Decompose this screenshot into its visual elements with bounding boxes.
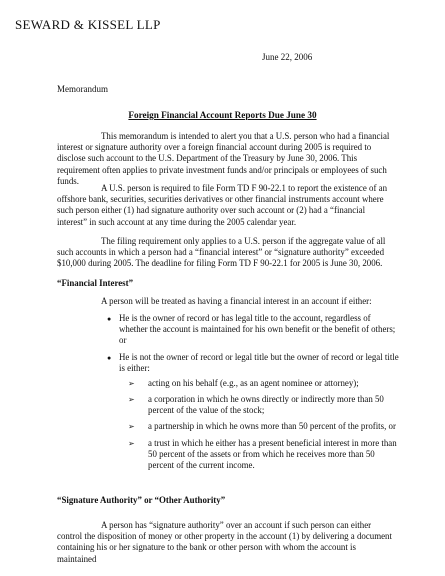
paragraph-threshold: The filing requirement only applies to a U.S. person if the aggregate value of all such accounts in which a person had a “financial interest” or “signature authority” exceeded $10,000 during 2005. The deadline for filing Form TD F 90-22.1 for 2005 is June 30, 2006.	[57, 236, 386, 269]
bullet-icon: ●	[107, 354, 112, 362]
letterhead-firm-name: SEWARD & KISSEL LLP	[15, 17, 161, 32]
sub-list-item-text: a corporation in which he owns directly or indirectly more than 50 percent of the value of the stock;	[148, 394, 384, 416]
paragraph-filing-requirement: A U.S. person is required to file Form TD F 90-22.1 to report the existence of an offshore bank, securities, securities derivatives or other financial instruments account where such person either (1) had signature authority over such account or (2) had a “financial interest” in such account at any time during the 2005 calendar year.	[57, 183, 388, 227]
heading-financial-interest: “Financial Interest”	[57, 278, 134, 288]
bullet-icon: ●	[107, 315, 112, 323]
sub-list-item	[128, 378, 400, 389]
arrow-bullet-icon: ➢	[128, 379, 135, 388]
sub-list-item-text: a partnership in which he owns more than 50 percent of the profits, or	[148, 421, 396, 431]
heading-signature-authority: “Signature Authority” or “Other Authority”	[57, 495, 226, 505]
memo-title: Foreign Financial Account Reports Due June 30	[128, 110, 317, 120]
memo-date: June 22, 2006	[262, 52, 313, 62]
sub-list-item-text: a trust in which he either has a present beneficial interest in more than 50 percent of the assets or from which he receives more than 50 percent of the current income.	[148, 438, 397, 471]
list-item-text: He is the owner of record or has legal title to the account, regardless of whether the account is maintained for his own benefit or the benefit of others; or	[119, 313, 396, 346]
memo-label: Memorandum	[57, 84, 108, 94]
arrow-bullet-icon: ➢	[128, 395, 135, 404]
financial-interest-lead: A person will be treated as having a financial interest in an account if either:	[101, 296, 372, 306]
sub-list-item	[128, 421, 400, 432]
paragraph-signature-authority: A person has “signature authority” over an account if such person can either control the disposition of money or other property in the account (1) by delivering a document containing his or her signature to the bank or other person with whom the account is maintained	[57, 520, 392, 564]
list-item	[101, 313, 401, 347]
paragraph-intro: This memorandum is intended to alert you that a U.S. person who had a financial interest or signature authority over a foreign financial account during 2005 is required to disclose such account to the U.S. Department of the Treasury by June 30, 2006. This requirement often applies to private investment funds and/or principals or employees of such funds.	[57, 131, 390, 186]
sub-list-item-text: acting on his behalf (e.g., as an agent nominee or attorney);	[148, 378, 359, 388]
sub-list-item	[128, 394, 400, 416]
list-item	[101, 352, 401, 374]
arrow-bullet-icon: ➢	[128, 422, 135, 431]
list-item-text: He is not the owner of record or legal title but the owner of record or legal title is either:	[119, 352, 399, 374]
arrow-bullet-icon: ➢	[128, 439, 135, 448]
sub-list-item	[128, 438, 400, 472]
